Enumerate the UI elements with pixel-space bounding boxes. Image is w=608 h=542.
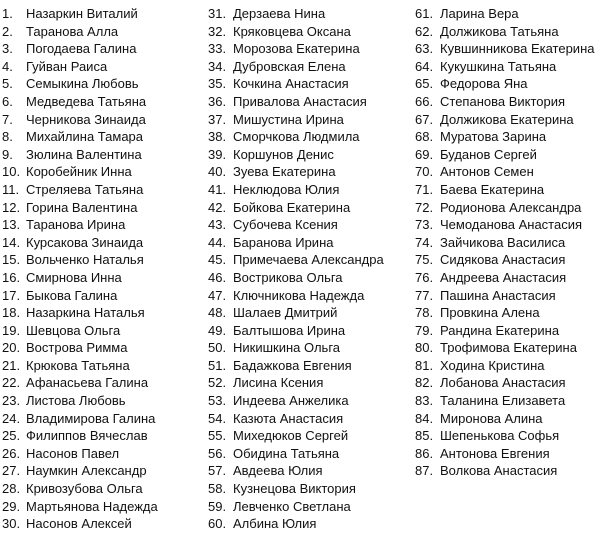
list-item <box>2 181 202 199</box>
list-item-number: 62. <box>415 23 434 39</box>
list-item-name: Горина Валентина <box>26 199 138 215</box>
list-item <box>415 40 607 58</box>
list-item-name: Андреева Анастасия <box>440 269 567 285</box>
list-item <box>208 480 413 498</box>
list-item-number: 57. <box>208 463 227 479</box>
list-item <box>2 392 202 410</box>
list-item-number: 2. <box>2 23 13 39</box>
list-item-name: Казюта Анастасия <box>233 410 344 426</box>
list-item <box>208 357 413 375</box>
list-item <box>208 75 413 93</box>
list-item <box>415 234 607 252</box>
list-item <box>2 128 202 146</box>
list-item <box>415 357 607 375</box>
list-item <box>2 23 202 41</box>
list-item-number: 5. <box>2 76 13 92</box>
list-item-name: Кузнецова Виктория <box>233 481 356 497</box>
list-item-name: Крюкова Татьяна <box>26 357 130 373</box>
list-item-number: 72. <box>415 199 434 215</box>
list-item <box>415 93 607 111</box>
list-item-number: 60. <box>208 516 227 532</box>
list-item-number: 50. <box>208 340 227 356</box>
list-item-number: 27. <box>2 463 21 479</box>
list-item-number: 33. <box>208 41 227 57</box>
list-item-number: 31. <box>208 6 227 21</box>
list-item <box>415 163 607 181</box>
list-item-number: 74. <box>415 234 434 250</box>
list-item-number: 8. <box>2 129 13 145</box>
list-item-name: Миронова Алина <box>440 410 543 426</box>
list-item-number: 34. <box>208 58 227 74</box>
list-item-name: Владимирова Галина <box>26 410 156 426</box>
list-item-number: 6. <box>2 93 13 109</box>
list-item-number: 3. <box>2 41 13 57</box>
list-item-number: 20. <box>2 340 21 356</box>
list-item <box>208 128 413 146</box>
list-item-name: Наумкин Александр <box>26 463 147 479</box>
list-item <box>415 322 607 340</box>
list-item-name: Зайчикова Василиса <box>440 234 566 250</box>
list-item <box>208 23 413 41</box>
list-item-number: 29. <box>2 498 21 514</box>
list-item-number: 39. <box>208 146 227 162</box>
list-item-number: 58. <box>208 481 227 497</box>
list-item-number: 36. <box>208 93 227 109</box>
list-item <box>208 392 413 410</box>
list-item-name: Шалаев Дмитрий <box>233 305 338 321</box>
list-item <box>2 234 202 252</box>
list-item <box>208 234 413 252</box>
list-item <box>415 199 607 217</box>
list-item-name: Назаркин Виталий <box>26 6 138 21</box>
list-item-number: 14. <box>2 234 21 250</box>
list-item <box>2 269 202 287</box>
list-item-number: 54. <box>208 410 227 426</box>
list-item-name: Бойкова Екатерина <box>233 199 351 215</box>
list-item-name: Шевцова Ольга <box>26 322 121 338</box>
list-item <box>208 445 413 463</box>
list-item-number: 48. <box>208 305 227 321</box>
list-item-number: 43. <box>208 217 227 233</box>
list-item-name: Степанова Виктория <box>440 93 566 109</box>
list-item-name: Баранова Ирина <box>233 234 334 250</box>
list-item-number: 56. <box>208 445 227 461</box>
list-column-3 <box>415 5 607 480</box>
list-item-name: Бадажкова Евгения <box>233 357 352 373</box>
list-item-number: 9. <box>2 146 13 162</box>
list-item-name: Кряковцева Оксана <box>233 23 351 39</box>
list-item <box>208 427 413 445</box>
list-item-name: Рандина Екатерина <box>440 322 560 338</box>
list-item-number: 17. <box>2 287 21 303</box>
list-item-number: 25. <box>2 428 21 444</box>
list-item-number: 63. <box>415 41 434 57</box>
list-item-number: 81. <box>415 357 434 373</box>
list-item <box>415 287 607 305</box>
list-item-name: Кочкина Анастасия <box>233 76 349 92</box>
list-item-number: 71. <box>415 181 434 197</box>
list-item-number: 55. <box>208 428 227 444</box>
list-item-name: Вострова Римма <box>26 340 128 356</box>
list-item-name: Коробейник Инна <box>26 164 132 180</box>
list-item <box>2 322 202 340</box>
list-item-number: 66. <box>415 93 434 109</box>
list-item-number: 1. <box>2 6 13 21</box>
list-item <box>208 287 413 305</box>
list-item <box>2 287 202 305</box>
list-item <box>415 58 607 76</box>
list-item-number: 69. <box>415 146 434 162</box>
list-item-number: 73. <box>415 217 434 233</box>
list-item-number: 82. <box>415 375 434 391</box>
list-item <box>2 40 202 58</box>
list-item-name: Кукушкина Татьяна <box>440 58 557 74</box>
list-item <box>2 93 202 111</box>
list-item-number: 15. <box>2 252 21 268</box>
list-item <box>2 339 202 357</box>
list-item <box>2 357 202 375</box>
list-item-number: 11. <box>2 181 20 197</box>
list-item-number: 13. <box>2 217 21 233</box>
list-item-number: 53. <box>208 393 227 409</box>
list-item <box>415 251 607 269</box>
list-item <box>2 374 202 392</box>
list-item-number: 24. <box>2 410 21 426</box>
list-item-number: 12. <box>2 199 21 215</box>
list-item-name: Индеева Анжелика <box>233 393 349 409</box>
list-item <box>415 23 607 41</box>
list-item-name: Морозова Екатерина <box>233 41 360 57</box>
list-item <box>415 462 607 480</box>
list-item-number: 18. <box>2 305 21 321</box>
list-item <box>415 5 607 23</box>
list-item <box>2 199 202 217</box>
list-item-name: Коршунов Денис <box>233 146 334 162</box>
list-item-number: 84. <box>415 410 434 426</box>
list-item-name: Балтышова Ирина <box>233 322 346 338</box>
list-item <box>2 480 202 498</box>
list-item <box>208 515 413 533</box>
list-item-name: Дерзаева Нина <box>233 6 326 21</box>
list-item <box>208 374 413 392</box>
list-item <box>208 111 413 129</box>
list-item-name: Михайлина Тамара <box>26 129 144 145</box>
list-item-name: Муратова Зарина <box>440 129 547 145</box>
list-item-number: 70. <box>415 164 434 180</box>
list-item-number: 40. <box>208 164 227 180</box>
list-item-name: Ключникова Надежда <box>233 287 365 303</box>
list-item-name: Антонова Евгения <box>440 445 550 461</box>
list-item <box>208 216 413 234</box>
list-item <box>2 5 202 23</box>
list-item <box>208 462 413 480</box>
list-item-number: 76. <box>415 269 434 285</box>
list-item-name: Мартьянова Надежда <box>26 498 158 514</box>
list-item <box>415 75 607 93</box>
list-item-number: 68. <box>415 129 434 145</box>
list-item-number: 79. <box>415 322 434 338</box>
list-item <box>208 181 413 199</box>
list-item-name: Курсакова Зинаида <box>26 234 144 250</box>
list-item-name: Насонов Алексей <box>26 516 132 532</box>
list-item <box>208 163 413 181</box>
list-item <box>2 515 202 533</box>
list-item-number: 32. <box>208 23 227 39</box>
list-item-name: Листова Любовь <box>26 393 126 409</box>
list-item-name: Антонов Семен <box>440 164 534 180</box>
list-item-name: Трофимова Екатерина <box>440 340 577 356</box>
list-item-name: Родионова Александра <box>440 199 582 215</box>
list-item <box>208 269 413 287</box>
list-item-number: 37. <box>208 111 227 127</box>
list-item-number: 28. <box>2 481 21 497</box>
list-item <box>415 445 607 463</box>
list-item-name: Неклюдова Юлия <box>233 181 340 197</box>
list-item-name: Назаркина Наталья <box>26 305 145 321</box>
list-item-number: 86. <box>415 445 434 461</box>
list-item <box>208 5 413 23</box>
list-item-name: Албина Юлия <box>233 516 317 532</box>
list-item <box>2 163 202 181</box>
list-column-2 <box>208 5 413 533</box>
list-item <box>415 181 607 199</box>
list-item <box>415 146 607 164</box>
list-item-name: Зуева Екатерина <box>233 164 336 180</box>
list-item-number: 80. <box>415 340 434 356</box>
list-item-name: Стреляева Татьяна <box>26 181 144 197</box>
list-item-number: 85. <box>415 428 434 444</box>
list-item-name: Вострикова Ольга <box>233 269 343 285</box>
list-item-name: Медведева Татьяна <box>26 93 147 109</box>
list-item-name: Таланина Елизавета <box>440 393 566 409</box>
list-item-number: 59. <box>208 498 227 514</box>
list-item-name: Мишустина Ирина <box>233 111 344 127</box>
list-item-name: Сидякова Анастасия <box>440 252 566 268</box>
list-item-name: Погодаева Галина <box>26 41 137 57</box>
list-item-name: Ларина Вера <box>440 6 519 21</box>
list-item <box>208 322 413 340</box>
list-item-number: 77. <box>415 287 434 303</box>
list-item-number: 7. <box>2 111 13 127</box>
list-item-name: Афанасьева Галина <box>26 375 149 391</box>
list-item <box>415 427 607 445</box>
list-item <box>415 374 607 392</box>
list-item-name: Федорова Яна <box>440 76 528 92</box>
list-item <box>2 498 202 516</box>
list-item <box>2 410 202 428</box>
list-item-number: 65. <box>415 76 434 92</box>
list-item <box>415 216 607 234</box>
list-item-number: 87. <box>415 463 434 479</box>
list-item-number: 30. <box>2 516 21 532</box>
list-item-number: 46. <box>208 269 227 285</box>
list-item-name: Провкина Алена <box>440 305 540 321</box>
list-item-number: 16. <box>2 269 21 285</box>
list-item <box>208 304 413 322</box>
list-item-number: 10. <box>2 164 21 180</box>
list-item <box>2 58 202 76</box>
list-item-name: Никишкина Ольга <box>233 340 341 356</box>
list-item-name: Сморчкова Людмила <box>233 129 360 145</box>
list-item-name: Привалова Анастасия <box>233 93 367 109</box>
list-item-name: Обидина Татьяна <box>233 445 340 461</box>
list-item-name: Примечаева Александра <box>233 252 384 268</box>
list-item <box>208 146 413 164</box>
list-item-name: Зюлина Валентина <box>26 146 142 162</box>
list-item <box>415 111 607 129</box>
list-item-number: 75. <box>415 252 434 268</box>
list-item <box>415 128 607 146</box>
list-item-number: 47. <box>208 287 227 303</box>
list-item <box>2 427 202 445</box>
list-item <box>208 58 413 76</box>
list-item-number: 4. <box>2 58 13 74</box>
list-item-name: Должикова Екатерина <box>440 111 574 127</box>
list-item-name: Кувшинникова Екатерина <box>440 41 595 57</box>
list-item <box>208 251 413 269</box>
list-item-name: Волкова Анастасия <box>440 463 558 479</box>
list-item-name: Ходина Кристина <box>440 357 545 373</box>
list-item-name: Филиппов Вячеслав <box>26 428 148 444</box>
list-item <box>208 93 413 111</box>
list-item-name: Михедюков Сергей <box>233 428 349 444</box>
list-item-number: 41. <box>208 181 227 197</box>
list-item-number: 44. <box>208 234 227 250</box>
list-item-name: Смирнова Инна <box>26 269 122 285</box>
list-item <box>415 269 607 287</box>
list-item-name: Буданов Сергей <box>440 146 537 162</box>
list-item-number: 35. <box>208 76 227 92</box>
list-item-number: 78. <box>415 305 434 321</box>
list-item-number: 38. <box>208 129 227 145</box>
list-item-name: Таранова Алла <box>26 23 119 39</box>
list-item-number: 52. <box>208 375 227 391</box>
list-item-name: Дубровская Елена <box>233 58 346 74</box>
list-item <box>2 445 202 463</box>
list-item-name: Лобанова Анастасия <box>440 375 566 391</box>
list-item-number: 21. <box>2 357 21 373</box>
list-item <box>415 392 607 410</box>
list-item-name: Гуйван Раиса <box>26 58 108 74</box>
list-item <box>208 339 413 357</box>
list-item-name: Черникова Зинаида <box>26 111 146 127</box>
list-item-name: Баева Екатерина <box>440 181 545 197</box>
list-item-name: Насонов Павел <box>26 445 120 461</box>
list-item <box>208 199 413 217</box>
list-item-number: 45. <box>208 252 227 268</box>
list-item-name: Левченко Светлана <box>233 498 351 514</box>
list-item-number: 61. <box>415 6 434 21</box>
list-item <box>415 339 607 357</box>
list-item-number: 23. <box>2 393 21 409</box>
list-item-number: 51. <box>208 357 227 373</box>
list-item <box>2 304 202 322</box>
list-item-name: Лисина Ксения <box>233 375 324 391</box>
list-item-name: Таранова Ирина <box>26 217 126 233</box>
list-item <box>2 146 202 164</box>
list-item-number: 19. <box>2 322 21 338</box>
list-item-number: 49. <box>208 322 227 338</box>
list-item-name: Семыкина Любовь <box>26 76 139 92</box>
list-item-number: 22. <box>2 375 21 391</box>
list-item <box>415 304 607 322</box>
list-item <box>2 216 202 234</box>
list-column-1 <box>2 5 202 533</box>
list-item-number: 83. <box>415 393 434 409</box>
list-item <box>2 75 202 93</box>
list-item-name: Вольченко Наталья <box>26 252 144 268</box>
list-item-name: Шепенькова Софья <box>440 428 560 444</box>
list-item-name: Должикова Татьяна <box>440 23 559 39</box>
list-item <box>208 40 413 58</box>
list-item <box>208 410 413 428</box>
list-item <box>415 410 607 428</box>
list-item <box>2 111 202 129</box>
list-item-name: Пашина Анастасия <box>440 287 556 303</box>
list-item <box>2 251 202 269</box>
list-item-number: 42. <box>208 199 227 215</box>
list-item-name: Быкова Галина <box>26 287 118 303</box>
list-item-name: Кривозубова Ольга <box>26 481 143 497</box>
list-item-name: Субочева Ксения <box>233 217 338 233</box>
list-item-number: 26. <box>2 445 21 461</box>
list-item-name: Авдеева Юлия <box>233 463 323 479</box>
list-item-name: Чемоданова Анастасия <box>440 217 583 233</box>
list-item <box>2 462 202 480</box>
list-item-number: 64. <box>415 58 434 74</box>
list-item <box>208 498 413 516</box>
list-item-number: 67. <box>415 111 434 127</box>
